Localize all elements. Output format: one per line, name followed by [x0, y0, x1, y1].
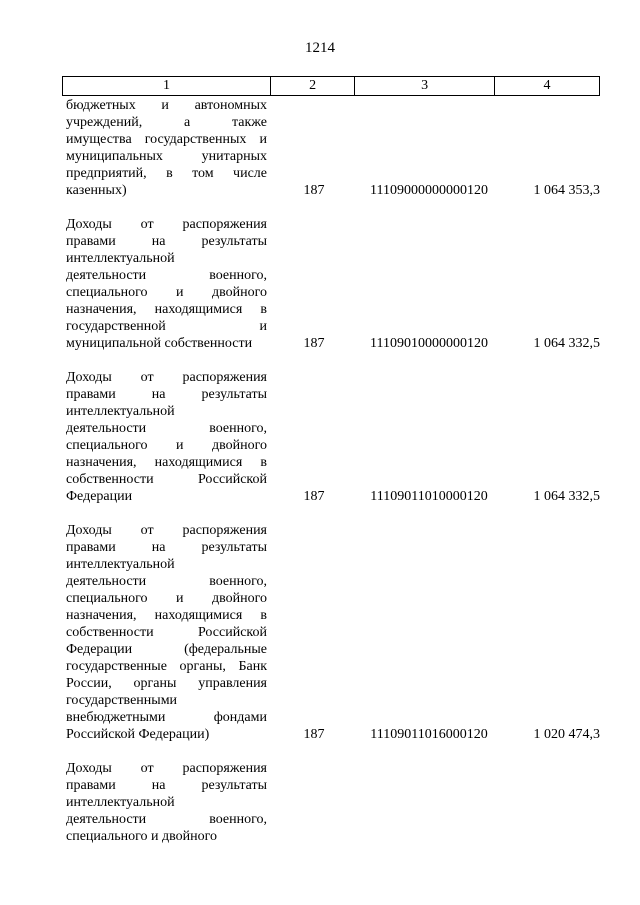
- description-line: бюджетных и автономных: [66, 98, 267, 113]
- amount-cell: 1 064 332,5: [533, 336, 600, 351]
- description-line: деятельности военного,: [66, 812, 267, 827]
- budget-code-cell: 11109011016000120: [370, 727, 488, 742]
- budget-code-cell: 11109011010000120: [370, 489, 488, 504]
- description-line: муниципальных унитарных: [66, 149, 267, 164]
- description-line: специального и двойного: [66, 829, 218, 844]
- description-line: внебюджетными фондами: [66, 710, 267, 725]
- admin-code-cell: 187: [303, 489, 325, 504]
- description-line: правами на результаты: [66, 540, 267, 555]
- description-line: Доходы от распоряжения: [66, 761, 267, 776]
- column-header-row: [63, 77, 600, 96]
- column-header-3: 3: [355, 77, 495, 96]
- description-line: России, органы управления: [66, 676, 267, 691]
- description-line: интеллектуальной: [66, 251, 175, 266]
- admin-code-cell: 187: [303, 727, 325, 742]
- budget-code-cell: 11109010000000120: [370, 336, 488, 351]
- admin-code-cell: 187: [303, 336, 325, 351]
- description-line: Доходы от распоряжения: [66, 523, 267, 538]
- description-line: Федерации (федеральные: [66, 642, 267, 657]
- admin-code-cell: 187: [303, 183, 325, 198]
- row-description: [62, 369, 267, 505]
- row-description: [62, 522, 267, 743]
- column-header-4: 4: [494, 77, 599, 96]
- description-line: деятельности военного,: [66, 268, 267, 283]
- table-row: [62, 760, 600, 845]
- column-header-1: 1: [63, 77, 271, 96]
- description-line: интеллектуальной: [66, 557, 175, 572]
- description-line: специального и двойного: [66, 591, 267, 606]
- description-line: интеллектуальной: [66, 404, 175, 419]
- description-line: назначения, находящимися в: [66, 455, 267, 470]
- description-line: государственные органы, Банк: [66, 659, 267, 674]
- description-line: специального и двойного: [66, 285, 267, 300]
- amount-cell: 1 064 353,3: [533, 183, 600, 198]
- description-line: предприятий, в том числе: [66, 166, 267, 181]
- description-line: учреждений, а также: [66, 115, 267, 130]
- row-description: [62, 760, 267, 845]
- budget-code-cell: 11109000000000120: [370, 183, 488, 198]
- amount-cell: 1 020 474,3: [533, 727, 600, 742]
- table-row: [62, 369, 600, 505]
- row-description: [62, 216, 267, 352]
- description-line: государственными: [66, 693, 178, 708]
- row-description: [62, 97, 267, 199]
- description-line: деятельности военного,: [66, 574, 267, 589]
- description-line: деятельности военного,: [66, 421, 267, 436]
- description-line: правами на результаты: [66, 778, 267, 793]
- description-line: Российской Федерации): [66, 727, 210, 742]
- description-line: государственной и: [66, 319, 267, 334]
- description-line: казенных): [66, 183, 127, 198]
- table-row: [62, 522, 600, 743]
- description-line: специального и двойного: [66, 438, 267, 453]
- table-row: [62, 97, 600, 199]
- description-line: имущества государственных и: [66, 132, 267, 147]
- table-body: [62, 97, 600, 862]
- description-line: назначения, находящимися в: [66, 302, 267, 317]
- description-line: собственности Российской: [66, 472, 267, 487]
- description-line: Доходы от распоряжения: [66, 217, 267, 232]
- description-line: муниципальной собственности: [66, 336, 253, 351]
- description-line: Федерации: [66, 489, 133, 504]
- column-header-2: 2: [271, 77, 355, 96]
- amount-cell: 1 064 332,5: [533, 489, 600, 504]
- description-line: назначения, находящимися в: [66, 608, 267, 623]
- page-number: 1214: [305, 40, 335, 56]
- table-row: [62, 216, 600, 352]
- description-line: правами на результаты: [66, 387, 267, 402]
- description-line: правами на результаты: [66, 234, 267, 249]
- column-header-table: [62, 76, 600, 96]
- description-line: Доходы от распоряжения: [66, 370, 267, 385]
- description-line: интеллектуальной: [66, 795, 175, 810]
- description-line: собственности Российской: [66, 625, 267, 640]
